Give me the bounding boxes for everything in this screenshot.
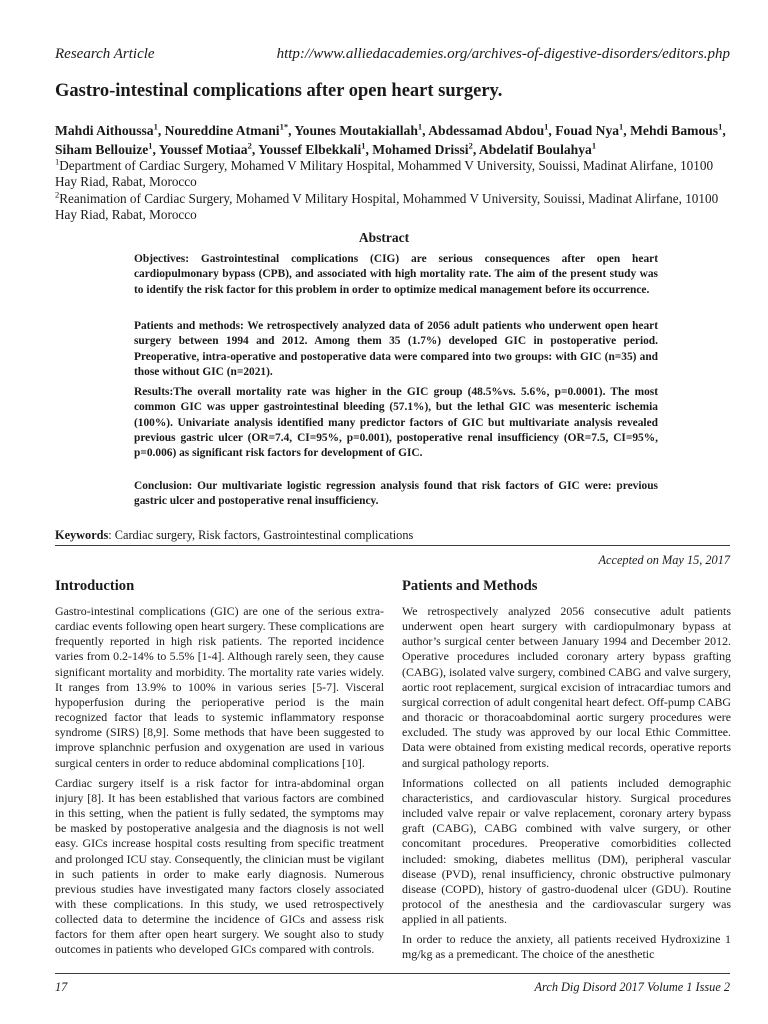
keywords <box>55 528 730 543</box>
methods-column <box>402 578 731 968</box>
author-list <box>55 121 730 159</box>
author-name: Mehdi Bamous <box>630 123 719 138</box>
section-heading: Introduction <box>55 578 135 594</box>
author-name: Abdessamad Abdou <box>428 123 545 138</box>
author-name: Mohamed Drissi <box>372 142 469 157</box>
accepted-date: Accepted on May 15, 2017 <box>598 553 730 567</box>
author-separator: , <box>152 142 159 157</box>
author-separator: , <box>251 142 259 157</box>
author-separator: , <box>722 123 726 138</box>
affiliation-1 <box>55 158 730 190</box>
running-footer <box>55 980 730 995</box>
author-affiliation-marker: 2 <box>468 140 473 151</box>
paragraph: Gastro-intestinal complications (GIC) are one of the serious extra-cardiac events following open heart surgery. These complications are frequently reported in high risk patients. The reported incidence varies from 0.2-14% to 5.5% [1-4]. Although rarely seen, they cause significant mortality and morbidity. The mortality rate varies widely. It ranges from 13.9% to 100% in various series [5-7]. Visceral hypoperfusion during the perioperative period is the main recognized factor that leads to systemic inflammatory response syndrome (SIRS) [8,9]. Some methods that have been suggested to improve splanchnic perfusion and oxygenation are used in various surgical centers in order to reduce abdominal complications [10]. <box>55 604 384 770</box>
author-separator: , <box>472 142 479 157</box>
author-name: Younes Moutakiallah <box>294 123 418 138</box>
author-separator: , <box>623 123 631 138</box>
divider <box>55 545 730 546</box>
keywords-label: Keywords <box>55 528 109 542</box>
page-number: 17 <box>55 980 68 994</box>
journal-url[interactable]: http://www.alliedacademies.org/archives-of-digestive-disorders/editors.php <box>276 46 730 62</box>
author-affiliation-marker: 1 <box>591 140 597 151</box>
abstract-objectives: Objectives: Gastrointestinal complications (CIG) are serious consequences after open heart cardiopulmonary bypass (CPB), and associated with high mortality rate. The aim of the present study was to identify the risk factor for this problem in order to optimize medical management before its occurrence. <box>134 253 658 296</box>
author-name: Noureddine Atmani <box>164 123 280 138</box>
author-affiliation-marker: 1* <box>279 121 289 132</box>
author-name: Abdelatif Boulahya <box>478 142 592 157</box>
author-separator: , <box>157 123 165 138</box>
author-affiliation-marker: 1 <box>361 140 366 151</box>
keywords-text: : Cardiac surgery, Risk factors, Gastrointestinal complications <box>108 528 414 542</box>
affiliation-2 <box>55 191 730 223</box>
affiliation-marker: 1 <box>55 156 60 167</box>
journal-citation: Arch Dig Disord 2017 Volume 1 Issue 2 <box>534 980 730 994</box>
introduction-column <box>55 578 384 963</box>
paragraph: Informations collected on all patients included demographic characteristics, and cardiovascular history. Surgical procedures included valve repair or valve replacement, coronary artery bypass graft (CABG), CABG combined with valve surgery, or other concomitant procedures. Preoperative comorbidities collected included: smoking, diabetes mellitus (DM), peripheral vascular disease (PVD), renal insufficiency, chronic obstructive pulmonary disease (COPD), history of gastro-duodenal ulcer (GDU). Routine protocol of the anesthesia and the cardiovascular surgery was applied in all patients. <box>402 775 731 927</box>
affiliation-text: Department of Cardiac Surgery, Mohamed V Military Hospital, Mohammed V University, Souissi, Madinat Alirfane, 10100 Hay Riad, Rabat, Morocco <box>55 158 714 189</box>
author-affiliation-marker: 1 <box>718 121 723 132</box>
author-affiliation-marker: 1 <box>544 121 549 132</box>
author-affiliation-marker: 1 <box>417 121 423 132</box>
author-name: Siham Bellouize <box>55 142 149 157</box>
paragraph: We retrospectively analyzed 2056 consecutive adult patients underwent open heart surgery with cardiopulmonary bypass at author’s surgical center between January 1994 and December 2012. Operative procedures included coronary artery bypass grafting (CABG), isolated valve surgery, combined CABG and valve surgery, aortic root replacement, surgical excision of intracardiac tumors and surgical correction of adult congenital heart defect. Off-pump CABG and thoracic or thoracoabdominal aortic surgery procedures were excluded. The study was approved by our local Ethic Committee. Data were obtained from existing medical records, operative reports and surgical pathology reports. <box>402 604 731 770</box>
author-name: Youssef Motiaa <box>158 142 248 157</box>
author-affiliation-marker: 1 <box>153 121 158 132</box>
paragraph: In order to reduce the anxiety, all patients received Hydroxizine 1 mg/kg as a premedicant. The choice of the anesthetic <box>402 932 731 962</box>
paper-title: Gastro-intestinal complications after open heart surgery. <box>55 81 503 101</box>
paragraph: Cardiac surgery itself is a risk factor for intra-abdominal organ injury [8]. It has been established that various factors are combined in this setting, when the patient is fully sedated, the symptoms may be masked by postoperative analgesia and the diagnosis is not well easy. GICs increase hospital costs resulting from specific treatment and prolonged ICU stay. Consequently, the clinician must be vigilant in such patients in order to make early diagnosis. Numerous previous studies have investigated many factors closely associated with these complications. In this study, we used retrospectively collected data to determine the incidence of GICs and assess risk factors for them after open heart surgery. We sought also to study outcomes in patients who developed GICs compared with controls. <box>55 775 384 957</box>
author-separator: , <box>365 142 373 157</box>
affiliation-marker: 2 <box>55 189 60 200</box>
abstract-heading: Abstract <box>358 230 410 245</box>
abstract-conclusion: Conclusion: Our multivariate logistic regression analysis found that risk factors of GIC were: previous gastric ulcer and postoperative renal insufficiency. <box>134 480 658 508</box>
running-header <box>55 46 730 63</box>
abstract-results: Results:The overall mortality rate was higher in the GIC group (48.5%vs. 5.6%, p=0.0001). The most common GIC was upper gastrointestinal bleeding (57.1%), but the lethal GIC was mesenteric ischemia (100%). Univariate analysis identified many predictor factors of GIC but multivariate analysis revealed previous gastric ulcer (OR=7.4, CI=95%, p=0.001), postoperative renal insufficiency (OR=7.5, CI=95%, p=0.006) as significant risk factors for development of GIC. <box>134 386 658 460</box>
author-separator: , <box>288 123 295 138</box>
author-affiliation-marker: 1 <box>148 140 153 151</box>
author-name: Youssef Elbekkali <box>258 142 362 157</box>
divider <box>55 973 730 974</box>
abstract-methods: Patients and methods: We retrospectively analyzed data of 2056 adult patients who underwent open heart surgery between 1994 and 2012. Among them 35 (1.7%) developed GIC in postoperative period. Preoperative, intra-operative and postoperative data were compared into two groups: with GIC (n=35) and those without GIC (n=2021). <box>134 320 658 378</box>
author-name: Fouad Nya <box>555 123 620 138</box>
affiliation-text: Reanimation of Cardiac Surgery, Mohamed V Military Hospital, Mohammed V University, Souissi, Madinat Alirfane, 10100 Hay Riad, Rabat, Morocco <box>55 191 719 222</box>
author-separator: , <box>548 123 556 138</box>
author-affiliation-marker: 2 <box>247 140 252 151</box>
section-heading: Patients and Methods <box>402 578 538 594</box>
author-separator: , <box>422 123 429 138</box>
article-type: Research Article <box>55 46 155 62</box>
author-affiliation-marker: 1 <box>619 121 624 132</box>
author-name: Mahdi Aithoussa <box>55 123 154 138</box>
